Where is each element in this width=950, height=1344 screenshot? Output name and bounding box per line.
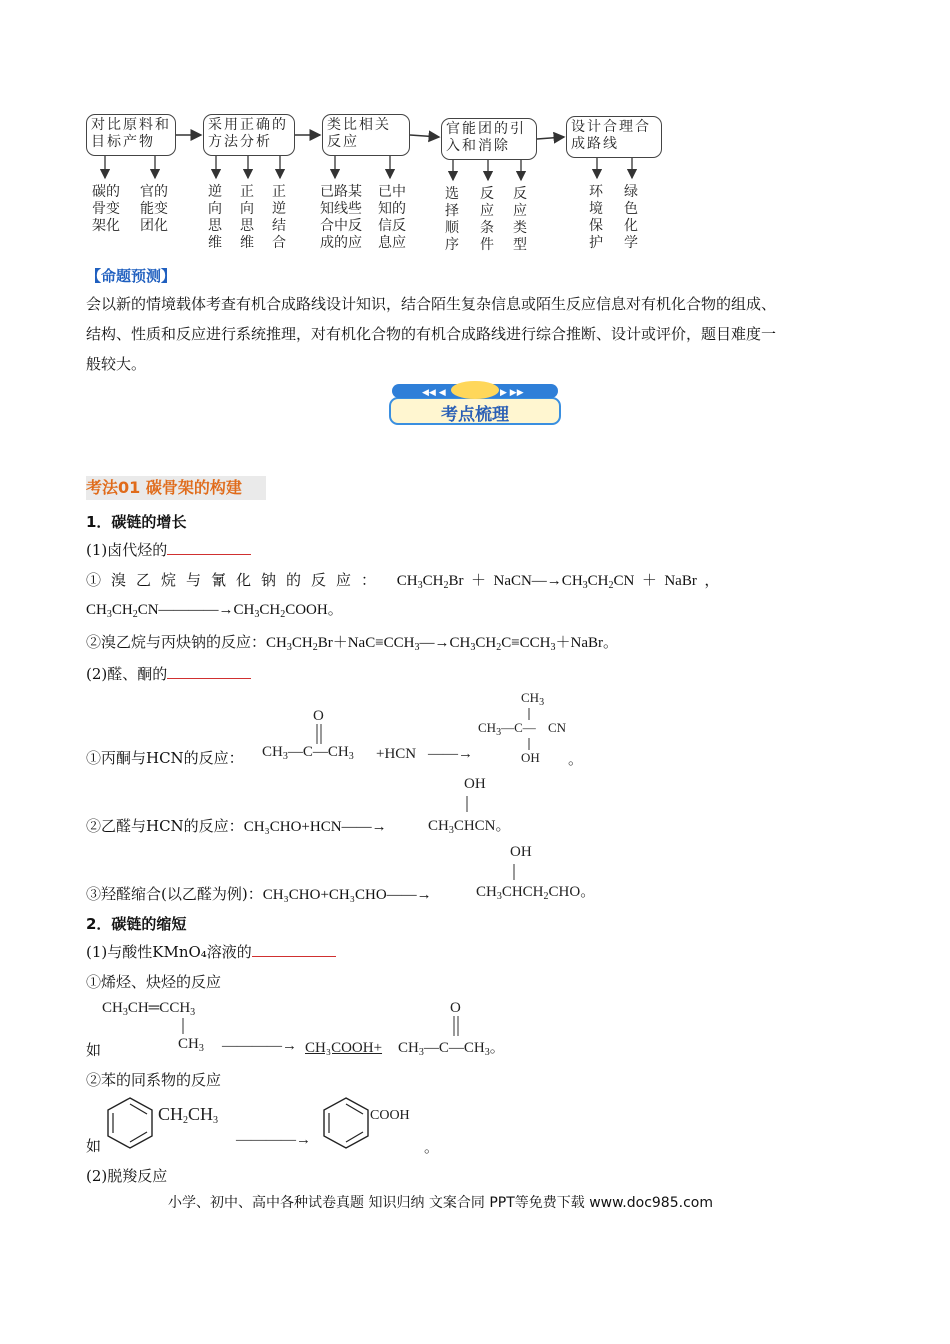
s2-r2-label: ②苯的同系物的反应 [86,1071,222,1089]
product3-bond [509,862,519,882]
s1-item1 [86,538,251,562]
s1-r3-period: 。 [568,752,584,768]
s1-r4-left: CH₃CHO+HCN [243,819,342,835]
alkene-bond [178,1016,188,1036]
flow-box-5-line2: 成路线 [571,136,619,152]
s1-reaction-2 [86,630,866,660]
prediction-line-2: 结构、性质和反应进行系统推理，对有机化合物的有机合成路线进行综合推断、设计或评价，题目难度一 [86,325,777,343]
s1-r1-label: ①溴乙烷与氰化钠的反应： [86,571,387,589]
page-footer: 小学、初中、高中各种试卷真题 知识归纳 文案合同 PPT等免费下载 www.doc985.com [168,1195,713,1211]
flow-leaf-4: 正 向 思 维 [240,184,254,251]
s2-title: 2．碳链的缩短 [86,915,187,933]
flow-leaf-5: 正 逆 结 合 [272,184,286,251]
s1-r5 [86,882,432,907]
section-title: 考法01 碳骨架的构建 [86,476,266,500]
product3-oh: OH [510,844,532,860]
flow-box-2-line1: 采用正确的 [208,117,288,133]
alkene-structure: $CH_3CH═CCH_3$ [102,1000,196,1018]
s1-item1-blank [167,540,251,555]
s2-item1-label: (1)与酸性KMnO₄溶液的 [86,943,252,961]
s1-item1-label: (1)卤代烃的 [86,541,168,559]
product2-bond [462,794,472,814]
s1-item2 [86,662,251,686]
flow-box-1-line1: 对比原料和 [91,117,171,133]
acetone-structure: $CH_3—C—CH_3$ [262,744,354,762]
s2-r1-label: ①烯烃、炔烃的反应 [86,973,222,991]
svg-text:▶ ▶▶: ▶ ▶▶ [500,388,524,398]
s1-title: 1．碳链的增长 [86,513,187,531]
s2-r1-ru: 如 [86,1041,102,1059]
flow-leaf-10: 反 应 类 型 [513,186,527,253]
s1-r3-arrow: ――→ [428,746,473,762]
flow-box-3-line1: 类比相关 [327,117,391,133]
alkene-ch3: $CH_3$ [178,1036,204,1054]
product3: $CH_3CHCH_2CHO$。 [476,884,596,902]
flow-leaf-8: 选 择 顺 序 [445,186,459,253]
ethylbenzene-ring-icon [100,1094,160,1154]
prediction-line-3: 般较大。 [86,355,147,373]
product2: $CH_3CHCN$。 [428,818,511,836]
flow-box-3-line2: 反应 [327,134,359,150]
s1-r4-label: ②乙醛与HCN的反应： [86,817,244,835]
s2-r2-period: 。 [424,1140,440,1156]
s1-item2-label: (2)醛、酮的 [86,665,168,683]
prediction-line-1: 会以新的情境载体考查有机合成路线设计知识，结合陌生复杂信息或陌生反应信息对有机化合物的组成、 [86,295,777,313]
s1-r5-label: ③羟醛缩合(以乙醛为例)： [86,885,263,903]
product1-ch3-top: $CH_3$ [521,690,545,708]
s1-r4-arrow: ――→ [341,819,387,835]
product1-oh: OH [521,750,540,765]
product1-cn: CN [548,720,567,735]
flow-leaf-7: 已中 知的 信反 息应 [378,184,406,251]
product1-row: $CH_3—C—$ [478,720,536,738]
acetone-structure-2: $CH_3—C—CH_3$。 [398,1040,505,1058]
benzoic-acid-ring-icon [316,1094,376,1154]
s2-r1-arrow: ――――→ [222,1038,297,1054]
svg-text:◀◀ ◀: ◀◀ ◀ [422,388,446,398]
flow-box-1-line2: 目标产物 [91,134,155,150]
s1-r2-eq: $CH_3CH_2Br+NaC\equiv CCH_3―\to CH_3CH_2C\equiv CCH_3+NaBr$。 [266,635,619,653]
s1-item2-blank [167,664,251,679]
flow-leaf-9: 反 应 条 件 [480,186,494,253]
acetone2-o: O [450,1000,461,1016]
s1-reaction-1 [86,568,866,598]
flow-leaf-1: 碳的 骨变 架化 [92,184,120,234]
ethylbenzene-chain: $CH_2CH_3$ [158,1104,219,1126]
s2-item1-blank [252,942,336,957]
acetone-o: O [313,708,324,724]
s1-r5-left: CH₃CHO+CH₃CHO [262,887,387,903]
s1-r1-eq: $CH_3CH_2Br$ ＋ $NaCN―\to CH_3CH_2CN$ ＋ NaBr ， [396,573,720,591]
flow-box-2-line2: 方法分析 [208,134,272,150]
product2-oh: OH [464,776,486,792]
s2-r2-arrow: ――――→ [236,1132,311,1148]
section-banner [388,380,562,426]
s1-r3-label: ①丙酮与HCN的反应： [86,749,244,767]
s2-r1-product: CH₃COOH+ [305,1040,383,1056]
s2-r2-ru: 如 [86,1137,102,1155]
s1-r1-eq2: $CH_3CH_2CN――――\to CH_3CH_2COOH$。 [86,602,343,620]
flow-leaf-12: 绿 色 化 学 [624,184,638,251]
flow-box-4-line1: 官能团的引 [446,121,526,137]
s2-item2: (2)脱羧反应 [86,1167,168,1185]
s1-r2-label: ②溴乙烷与丙炔钠的反应： [86,633,267,651]
prediction-heading: 【命题预测】 [86,267,177,285]
banner-label: 考点梳理 [441,405,509,425]
flow-leaf-3: 逆 向 思 维 [208,184,222,251]
acetone-double-bond [310,722,330,746]
flow-leaf-2: 官的 能变 团化 [140,184,168,234]
flow-box-5-line1: 设计合理合 [571,119,651,135]
s2-item1 [86,940,336,964]
product1-bonds [524,706,534,752]
benzoic-acid-cooh: COOH [370,1108,410,1123]
s1-r5-arrow: ――→ [386,887,432,903]
flow-box-4-line2: 入和消除 [446,138,510,154]
s1-r4 [86,814,387,839]
acetone2-double-bond [447,1014,467,1038]
s1-r3-hcn: +HCN [376,746,417,762]
flow-leaf-6: 已路某 知线些 合中反 成的应 [320,184,362,251]
flow-leaf-11: 环 境 保 护 [589,184,603,251]
